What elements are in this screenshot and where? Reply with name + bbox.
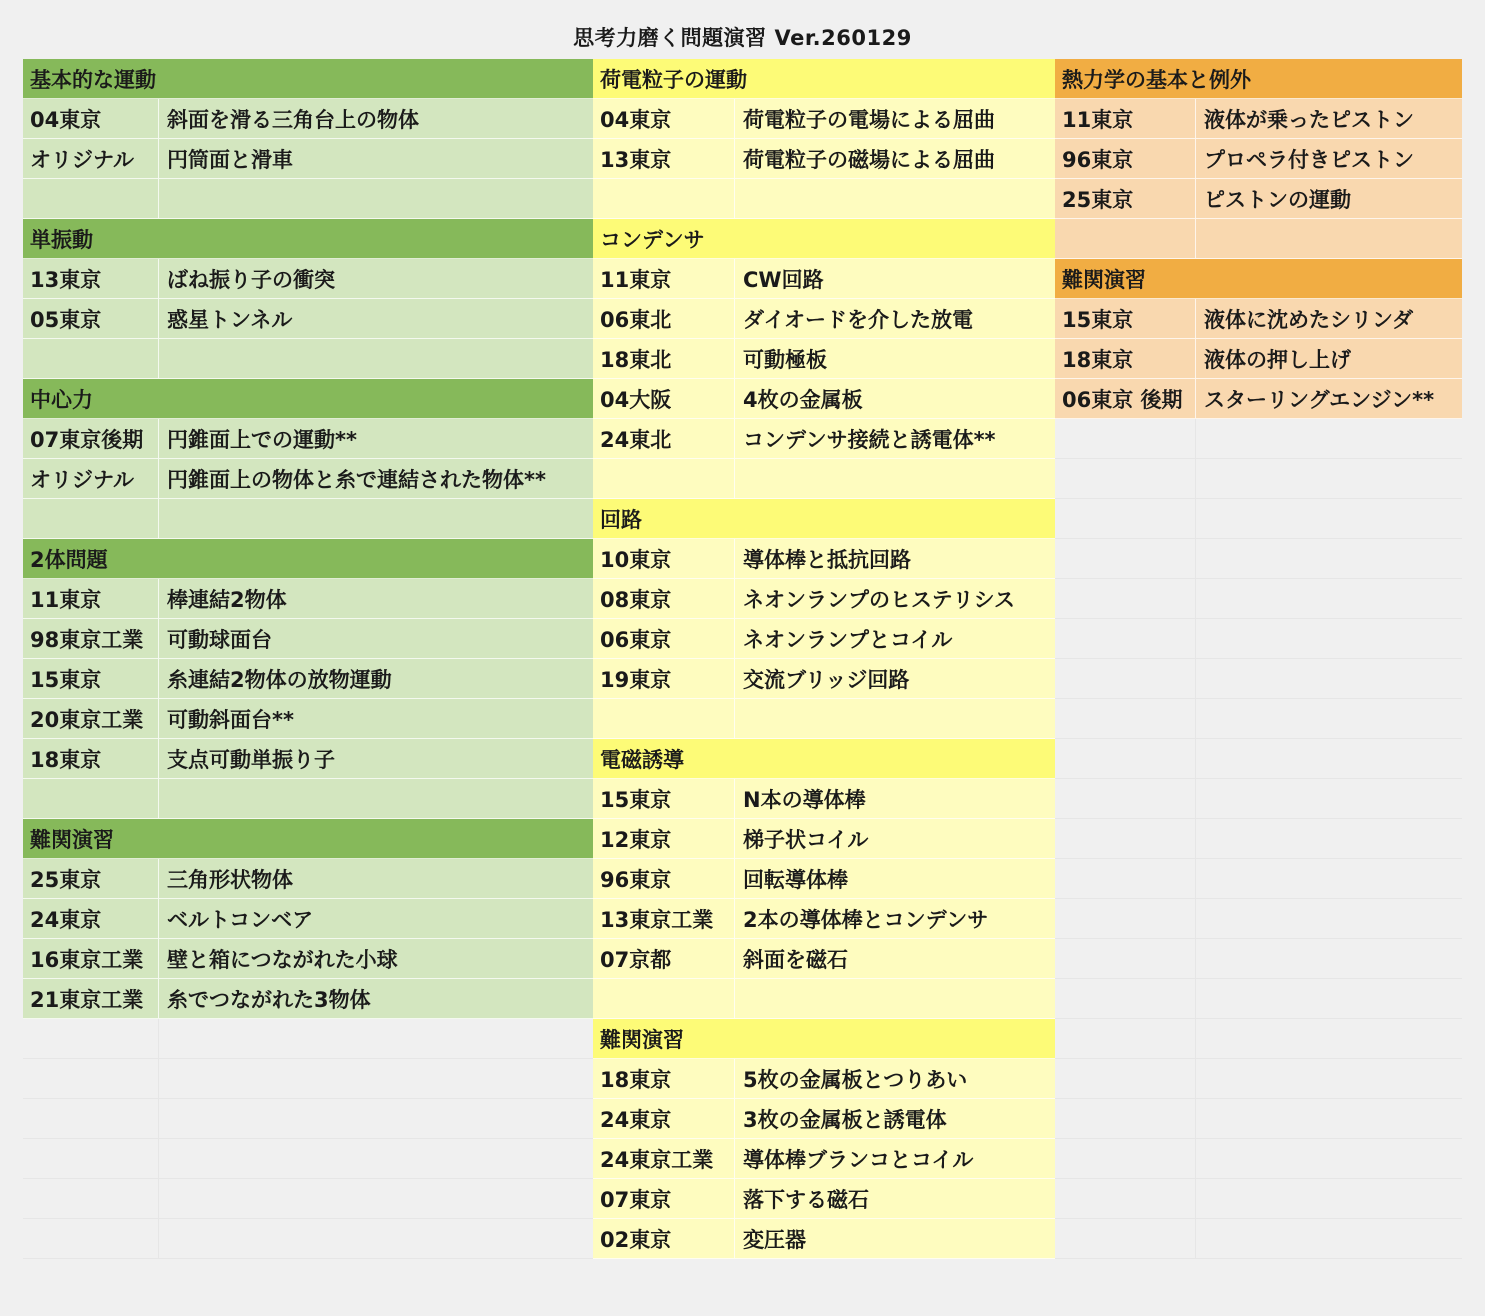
problem-source <box>23 499 159 538</box>
blank-cell <box>159 1019 593 1058</box>
empty-row <box>1055 219 1462 259</box>
problem-source: オリジナル <box>23 459 159 498</box>
blank-cell <box>1196 499 1462 538</box>
problem-source: 15東京 <box>1055 299 1196 338</box>
problem-row <box>593 1099 1055 1139</box>
problem-title: ピストンの運動 <box>1204 187 1351 212</box>
problem-source: 18東北 <box>593 339 735 378</box>
problem-row <box>23 979 593 1019</box>
problem-row <box>593 899 1055 939</box>
blank-cell-row <box>1055 739 1462 779</box>
problem-title: 梯子状コイル <box>743 827 869 852</box>
blank-cell <box>1196 579 1462 618</box>
problem-title: 5枚の金属板とつりあい <box>743 1067 968 1092</box>
section-header: 難関演習 <box>593 1019 1055 1059</box>
problem-title: 可動斜面台** <box>167 707 294 732</box>
problem-title: N本の導体棒 <box>743 787 866 812</box>
blank-cell-row <box>1055 1179 1462 1219</box>
empty-row <box>593 699 1055 739</box>
problem-source: 07東京 <box>593 1179 735 1218</box>
section-header: 難関演習 <box>23 819 593 859</box>
blank-cell-row <box>1055 459 1462 499</box>
section-header: 2体問題 <box>23 539 593 579</box>
problem-title: 斜面を磁石 <box>743 947 848 972</box>
blank-cell-row <box>23 1179 593 1219</box>
problem-source: 24東京工業 <box>593 1139 735 1178</box>
problem-title: ネオンランプとコイル <box>743 627 953 652</box>
section-header: 単振動 <box>23 219 593 259</box>
problem-title <box>159 499 593 538</box>
blank-cell <box>1196 899 1462 938</box>
problem-row <box>593 779 1055 819</box>
problem-title: 2本の導体棒とコンデンサ <box>743 907 989 932</box>
column-electromagnetism <box>593 59 1055 1259</box>
section-header: 基本的な運動 <box>23 59 593 99</box>
blank-cell <box>1196 779 1462 818</box>
problem-source <box>1055 219 1196 258</box>
blank-cell <box>1196 979 1462 1018</box>
problem-row <box>23 739 593 779</box>
problem-row <box>593 1219 1055 1259</box>
section-header: 中心力 <box>23 379 593 419</box>
problem-source: 11東京 <box>23 579 159 618</box>
problem-title: 導体棒と抵抗回路 <box>743 547 911 572</box>
problem-source: 12東京 <box>593 819 735 858</box>
problem-row <box>593 419 1055 459</box>
problem-row <box>23 699 593 739</box>
problem-title: 変圧器 <box>743 1227 806 1252</box>
blank-cell <box>159 1099 593 1138</box>
problem-source: 07東京後期 <box>23 419 159 458</box>
problem-source: 13東京 <box>593 139 735 178</box>
problem-title <box>159 779 593 818</box>
problem-row <box>593 1179 1055 1219</box>
section-header: 熱力学の基本と例外 <box>1055 59 1462 99</box>
blank-cell-row <box>23 1059 593 1099</box>
empty-row <box>593 179 1055 219</box>
problem-source <box>593 459 735 498</box>
problem-source: 13東京工業 <box>593 899 735 938</box>
section-header: 回路 <box>593 499 1055 539</box>
blank-cell-row <box>1055 939 1462 979</box>
problem-row <box>1055 339 1462 379</box>
problem-source: 08東京 <box>593 579 735 618</box>
blank-cell <box>1196 459 1462 498</box>
problem-source: 06東北 <box>593 299 735 338</box>
empty-row <box>23 779 593 819</box>
blank-cell <box>1055 419 1196 458</box>
problem-row <box>593 1059 1055 1099</box>
problem-title: 荷電粒子の電場による屈曲 <box>743 107 995 132</box>
blank-cell-row <box>1055 1019 1462 1059</box>
problem-title: 糸でつながれた3物体 <box>167 987 371 1012</box>
problem-row <box>1055 139 1462 179</box>
problem-title: 4枚の金属板 <box>743 387 863 412</box>
problem-source: 15東京 <box>23 659 159 698</box>
problem-title <box>735 979 1055 1018</box>
column-mechanics <box>23 59 593 1259</box>
blank-cell <box>1196 819 1462 858</box>
problem-source <box>593 699 735 738</box>
problem-row <box>23 99 593 139</box>
blank-cell-row <box>23 1099 593 1139</box>
problem-title: 斜面を滑る三角台上の物体 <box>167 107 419 132</box>
blank-cell <box>159 1059 593 1098</box>
blank-cell <box>159 1179 593 1218</box>
blank-cell-row <box>1055 499 1462 539</box>
blank-cell <box>1055 459 1196 498</box>
problem-row <box>23 859 593 899</box>
problem-source: オリジナル <box>23 139 159 178</box>
problem-title: 円筒面と滑車 <box>167 147 293 172</box>
blank-cell <box>1055 579 1196 618</box>
problem-source: 11東京 <box>593 259 735 298</box>
blank-cell-row <box>1055 979 1462 1019</box>
problem-title: 可動球面台 <box>167 627 272 652</box>
problem-title: 落下する磁石 <box>743 1187 869 1212</box>
section-header: 難関演習 <box>1055 259 1462 299</box>
problem-source: 96東京 <box>1055 139 1196 178</box>
column-thermodynamics <box>1055 59 1462 1259</box>
problem-source: 10東京 <box>593 539 735 578</box>
problem-title: 交流ブリッジ回路 <box>743 667 910 692</box>
empty-row <box>593 459 1055 499</box>
blank-cell <box>1055 1019 1196 1058</box>
blank-cell-row <box>1055 859 1462 899</box>
problem-row <box>23 419 593 459</box>
problem-row <box>23 139 593 179</box>
blank-cell <box>1055 1179 1196 1218</box>
blank-cell <box>1055 819 1196 858</box>
blank-cell-row <box>1055 1059 1462 1099</box>
problem-title: 荷電粒子の磁場による屈曲 <box>743 147 995 172</box>
blank-cell <box>1055 1099 1196 1138</box>
blank-cell-row <box>23 1219 593 1259</box>
problem-title: スターリングエンジン** <box>1204 387 1435 412</box>
problem-source: 15東京 <box>593 779 735 818</box>
problem-row <box>593 339 1055 379</box>
problem-row <box>23 299 593 339</box>
blank-cell <box>23 1099 159 1138</box>
problem-title: 円錐面上での運動** <box>167 427 357 452</box>
problem-row <box>593 939 1055 979</box>
blank-cell <box>1055 1059 1196 1098</box>
problem-title <box>1196 219 1462 258</box>
problem-title: ネオンランプのヒステリシス <box>743 587 1015 612</box>
blank-cell <box>1196 539 1462 578</box>
empty-row <box>23 179 593 219</box>
problem-row <box>23 259 593 299</box>
problem-source: 07京都 <box>593 939 735 978</box>
problem-title: 液体の押し上げ <box>1204 347 1351 372</box>
problem-source: 11東京 <box>1055 99 1196 138</box>
blank-cell-row <box>1055 1139 1462 1179</box>
blank-cell <box>1196 1099 1462 1138</box>
problem-title: ばね振り子の衝突 <box>167 267 335 292</box>
problem-title: 糸連結2物体の放物運動 <box>167 667 392 692</box>
blank-cell <box>1196 1179 1462 1218</box>
problem-row <box>593 1139 1055 1179</box>
problem-source: 19東京 <box>593 659 735 698</box>
blank-cell <box>1055 899 1196 938</box>
problem-row <box>593 139 1055 179</box>
problem-row <box>23 579 593 619</box>
problem-source: 05東京 <box>23 299 159 338</box>
blank-cell <box>1055 859 1196 898</box>
problem-source: 16東京工業 <box>23 939 159 978</box>
problem-row <box>23 459 593 499</box>
blank-cell-row <box>23 1139 593 1179</box>
problem-title: ベルトコンベア <box>167 907 314 932</box>
blank-cell <box>1055 939 1196 978</box>
blank-cell <box>1055 739 1196 778</box>
problem-title: 液体に沈めたシリンダ <box>1204 307 1414 332</box>
blank-cell <box>1196 699 1462 738</box>
problem-title: 液体が乗ったピストン <box>1204 107 1414 132</box>
blank-cell <box>23 1179 159 1218</box>
problem-source: 96東京 <box>593 859 735 898</box>
problem-row <box>23 659 593 699</box>
problem-title: CW回路 <box>743 267 824 292</box>
blank-cell <box>1055 699 1196 738</box>
problem-row <box>593 99 1055 139</box>
problem-title: 3枚の金属板と誘電体 <box>743 1107 947 1132</box>
blank-cell <box>1055 539 1196 578</box>
blank-cell-row <box>1055 1219 1462 1259</box>
problem-source <box>593 179 735 218</box>
problem-row <box>593 299 1055 339</box>
blank-cell <box>1196 1139 1462 1178</box>
problem-row <box>23 939 593 979</box>
problem-title: 棒連結2物体 <box>167 587 287 612</box>
problem-source: 24東北 <box>593 419 735 458</box>
problem-row <box>593 619 1055 659</box>
problem-source: 04東京 <box>593 99 735 138</box>
problem-title: 円錐面上の物体と糸で連結された物体** <box>167 467 546 492</box>
blank-cell <box>1196 619 1462 658</box>
problem-row <box>1055 379 1462 419</box>
problem-row <box>593 819 1055 859</box>
blank-cell <box>1196 1059 1462 1098</box>
problem-source <box>23 339 159 378</box>
problem-title: 三角形状物体 <box>167 867 293 892</box>
problem-title: ダイオードを介した放電 <box>743 307 973 332</box>
problem-title <box>735 459 1055 498</box>
problem-title <box>159 339 593 378</box>
blank-cell <box>159 1219 593 1258</box>
blank-cell-row <box>1055 659 1462 699</box>
problem-source: 06東京 後期 <box>1055 379 1196 418</box>
problem-source: 20東京工業 <box>23 699 159 738</box>
blank-cell <box>23 1019 159 1058</box>
blank-cell <box>1196 1019 1462 1058</box>
problem-row <box>23 899 593 939</box>
blank-cell <box>23 1139 159 1178</box>
empty-row <box>23 339 593 379</box>
blank-cell-row <box>1055 899 1462 939</box>
problem-source: 24東京 <box>593 1099 735 1138</box>
blank-cell <box>1055 779 1196 818</box>
problem-title <box>735 179 1055 218</box>
problem-title: コンデンサ接続と誘電体** <box>743 427 996 452</box>
blank-cell-row <box>1055 779 1462 819</box>
problem-title <box>159 179 593 218</box>
blank-cell-row <box>1055 419 1462 459</box>
blank-cell <box>1196 859 1462 898</box>
blank-cell <box>159 1139 593 1178</box>
problem-source: 25東京 <box>1055 179 1196 218</box>
problem-source: 25東京 <box>23 859 159 898</box>
problem-title: 導体棒ブランコとコイル <box>743 1147 974 1172</box>
problem-title <box>735 699 1055 738</box>
problem-source <box>23 779 159 818</box>
problem-row <box>23 619 593 659</box>
blank-cell-row <box>1055 619 1462 659</box>
blank-cell <box>1055 1219 1196 1258</box>
problem-row <box>593 539 1055 579</box>
section-header: 荷電粒子の運動 <box>593 59 1055 99</box>
blank-cell <box>1055 619 1196 658</box>
blank-cell-row <box>1055 1099 1462 1139</box>
problem-source: 04東京 <box>23 99 159 138</box>
blank-cell <box>1055 1139 1196 1178</box>
empty-row <box>593 979 1055 1019</box>
problem-title: 支点可動単振り子 <box>167 747 335 772</box>
problem-source: 13東京 <box>23 259 159 298</box>
blank-cell-row <box>1055 819 1462 859</box>
blank-cell <box>23 1219 159 1258</box>
problem-row <box>593 579 1055 619</box>
blank-cell <box>1196 1219 1462 1258</box>
problem-source <box>593 979 735 1018</box>
problem-source <box>23 179 159 218</box>
problem-source: 24東京 <box>23 899 159 938</box>
blank-cell <box>1055 659 1196 698</box>
blank-cell <box>1055 499 1196 538</box>
problem-title: 惑星トンネル <box>167 307 293 332</box>
blank-cell <box>23 1059 159 1098</box>
blank-cell-row <box>23 1019 593 1059</box>
blank-cell <box>1196 939 1462 978</box>
problem-title: 壁と箱につながれた小球 <box>167 947 398 972</box>
problem-row <box>593 379 1055 419</box>
problem-source: 06東京 <box>593 619 735 658</box>
problem-source: 18東京 <box>1055 339 1196 378</box>
blank-cell-row <box>1055 699 1462 739</box>
blank-cell-row <box>1055 539 1462 579</box>
empty-row <box>23 499 593 539</box>
problem-title: 可動極板 <box>743 347 827 372</box>
section-header: 電磁誘導 <box>593 739 1055 779</box>
blank-cell <box>1196 659 1462 698</box>
problem-title: 回転導体棒 <box>743 867 848 892</box>
problem-source: 98東京工業 <box>23 619 159 658</box>
blank-cell <box>1055 979 1196 1018</box>
problem-row <box>593 659 1055 699</box>
blank-cell-row <box>1055 579 1462 619</box>
problem-row <box>1055 299 1462 339</box>
problem-row <box>1055 99 1462 139</box>
problem-source: 04大阪 <box>593 379 735 418</box>
problem-source: 18東京 <box>593 1059 735 1098</box>
problem-row <box>593 259 1055 299</box>
problem-source: 18東京 <box>23 739 159 778</box>
problem-source: 21東京工業 <box>23 979 159 1018</box>
problem-source: 02東京 <box>593 1219 735 1258</box>
problem-title: プロペラ付きピストン <box>1204 147 1414 172</box>
problem-row <box>593 859 1055 899</box>
blank-cell <box>1196 739 1462 778</box>
page-title: 思考力磨く問題演習 Ver.260129 <box>573 26 912 50</box>
section-header: コンデンサ <box>593 219 1055 259</box>
blank-cell <box>1196 419 1462 458</box>
problem-row <box>1055 179 1462 219</box>
